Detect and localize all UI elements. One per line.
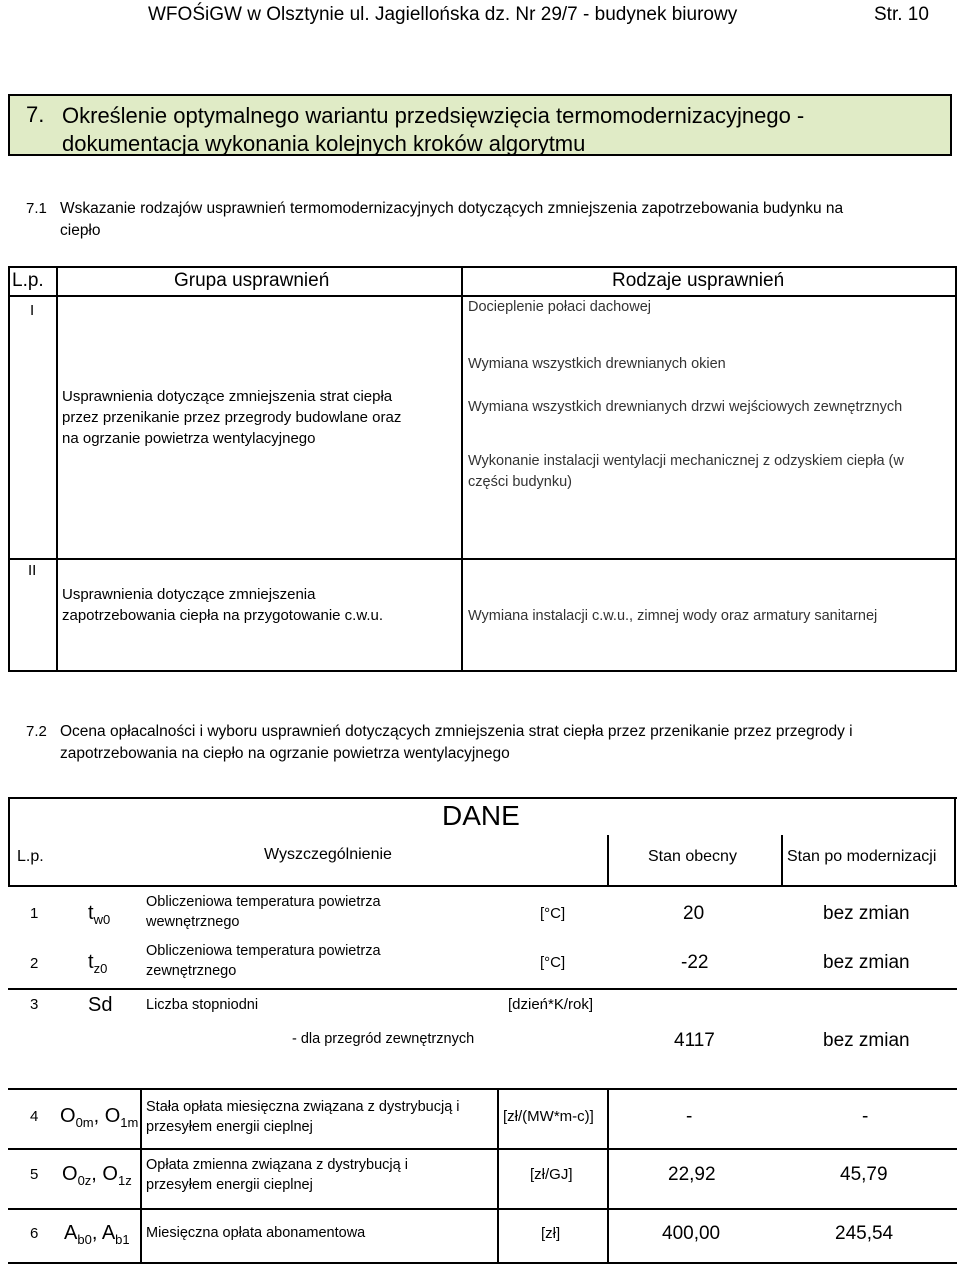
table-row-6-current: 400,00 [662, 1223, 721, 1244]
table-row-5-after: 45,79 [840, 1164, 888, 1185]
data-banner: DANE [442, 800, 520, 831]
section-7-heading [8, 94, 952, 156]
list-item: Wymiana wszystkich drewnianych drzwi wejściowych zewnętrznych [468, 399, 903, 415]
table-row-3-unit: [dzień*K/rok] [508, 996, 594, 1013]
table-row-2-after: bez zmian [823, 952, 910, 973]
table-row-6-after: 245,54 [835, 1223, 894, 1244]
header-after: Stan po modernizacji [787, 848, 937, 865]
table-row-4-lp: 4 [30, 1108, 39, 1125]
table-row-1-current: 20 [683, 903, 705, 924]
table-row-5-lp: 5 [30, 1166, 39, 1183]
table-row-1-lp: 1 [30, 905, 39, 922]
table-row-6-lp: 6 [30, 1225, 39, 1242]
section-number: 7. [26, 102, 45, 127]
list-item: Wymiana wszystkich drewnianych okien [468, 356, 726, 372]
table-row-5-symbol: $O_{0z}$, $O_{1z}$ [62, 1163, 132, 1188]
table-row-1-symbol: $t_{w0}$ [88, 902, 111, 927]
table-row-2-unit: [°C] [540, 954, 566, 971]
table-row-3-desc-sub: - dla przegród zewnętrznych [292, 1031, 475, 1047]
list-item: Wymiana instalacji c.w.u., zimnej wody oraz armatury sanitarnej [468, 608, 878, 624]
table-row-6-desc: Miesięczna opłata abonamentowa [146, 1225, 366, 1241]
table-row-2-desc: Obliczeniowa temperatura powietrza zewnętrznego [146, 943, 381, 979]
table-row-3-after: bez zmian [823, 1030, 910, 1051]
row-2-lp: II [28, 562, 37, 579]
header-spec: Wyszczególnienie [264, 846, 392, 863]
table-row-1-desc: Obliczeniowa temperatura powietrza wewnętrznego [146, 894, 381, 930]
table-row-2-lp: 2 [30, 955, 39, 972]
page-number: Str. 10 [874, 4, 929, 25]
header-lp: L.p. [17, 848, 44, 865]
subsection-7-1-number: 7.1 [26, 200, 47, 217]
table-row-5-current: 22,92 [668, 1164, 716, 1185]
row-2-group: Usprawnienia dotyczące zmniejszenia zapotrzebowania ciepła na przygotowanie c.w.u. [62, 586, 384, 624]
table-row-6-symbol: $A_{b0}$, $A_{b1}$ [64, 1222, 130, 1247]
table-row-2-current: -22 [681, 952, 709, 973]
table-row-1-after: bez zmian [823, 903, 910, 924]
table-row-3-symbol: Sd [88, 994, 113, 1016]
list-item: Wykonanie instalacji wentylacji mechanicznej z odzyskiem ciepła (w części budynku) [468, 453, 904, 490]
section-title: Określenie optymalnego wariantu przedsięwzięcia termomodernizacyjnego - dokumentacja wykonania kolejnych kroków algorytmu [62, 103, 805, 156]
table-row-1-unit: [°C] [540, 905, 566, 922]
subsection-7-2-title: Ocena opłacalności i wyboru usprawnień dotyczących zmniejszenia strat ciepła przez przenikanie przez przegrody i zapotrzebowania na ciepło na ogrzanie powietrza wentylacyjnego [60, 723, 853, 762]
table-row-4-after: - [862, 1106, 869, 1127]
header-group: Grupa usprawnień [174, 270, 330, 291]
header-lp: L.p. [12, 270, 44, 291]
table-row-4-symbol: $O_{0m}$, $O_{1m}$ [60, 1105, 139, 1130]
page-header [0, 0, 960, 30]
table-row-5-unit: [zł/GJ] [530, 1166, 573, 1183]
table-row-4-desc: Stała opłata miesięczna związana z dystrybucją i przesyłem energii cieplnej [146, 1099, 460, 1135]
table-row-3-lp: 3 [30, 996, 39, 1013]
row-1-group: Usprawnienia dotyczące zmniejszenia strat ciepła przez przenikanie przez przegrody budowlane oraz na ogrzanie powietrza wentylacyjnego [62, 388, 402, 447]
list-item: Docieplenie połaci dachowej [468, 299, 651, 315]
subsection-7-1-title: Wskazanie rodzajów usprawnień termomodernizacyjnych dotyczących zmniejszenia zapotrzebowania budynku na ciepło [60, 200, 844, 239]
table-row-2-symbol: $t_{z0}$ [88, 951, 108, 976]
table-row-6-unit: [zł] [541, 1225, 561, 1242]
header-current: Stan obecny [648, 848, 737, 865]
table-row-4-unit: [zł/(MW*m-c)] [503, 1108, 594, 1125]
table-row-3-desc: Liczba stopniodni [146, 997, 259, 1013]
header-types: Rodzaje usprawnień [612, 270, 785, 291]
row-1-lp: I [30, 302, 35, 319]
table-row-3-current: 4117 [674, 1030, 715, 1051]
table-row-5-desc: Opłata zmienna związana z dystrybucją i przesyłem energii cieplnej [146, 1157, 408, 1193]
document-title: WFOŚiGW w Olsztynie ul. Jagiellońska dz. Nr 29/7 - budynek biurowy [148, 4, 738, 25]
improvements-table [8, 266, 957, 672]
subsection-7-2-number: 7.2 [26, 723, 47, 740]
table-row-4-current: - [686, 1106, 693, 1127]
